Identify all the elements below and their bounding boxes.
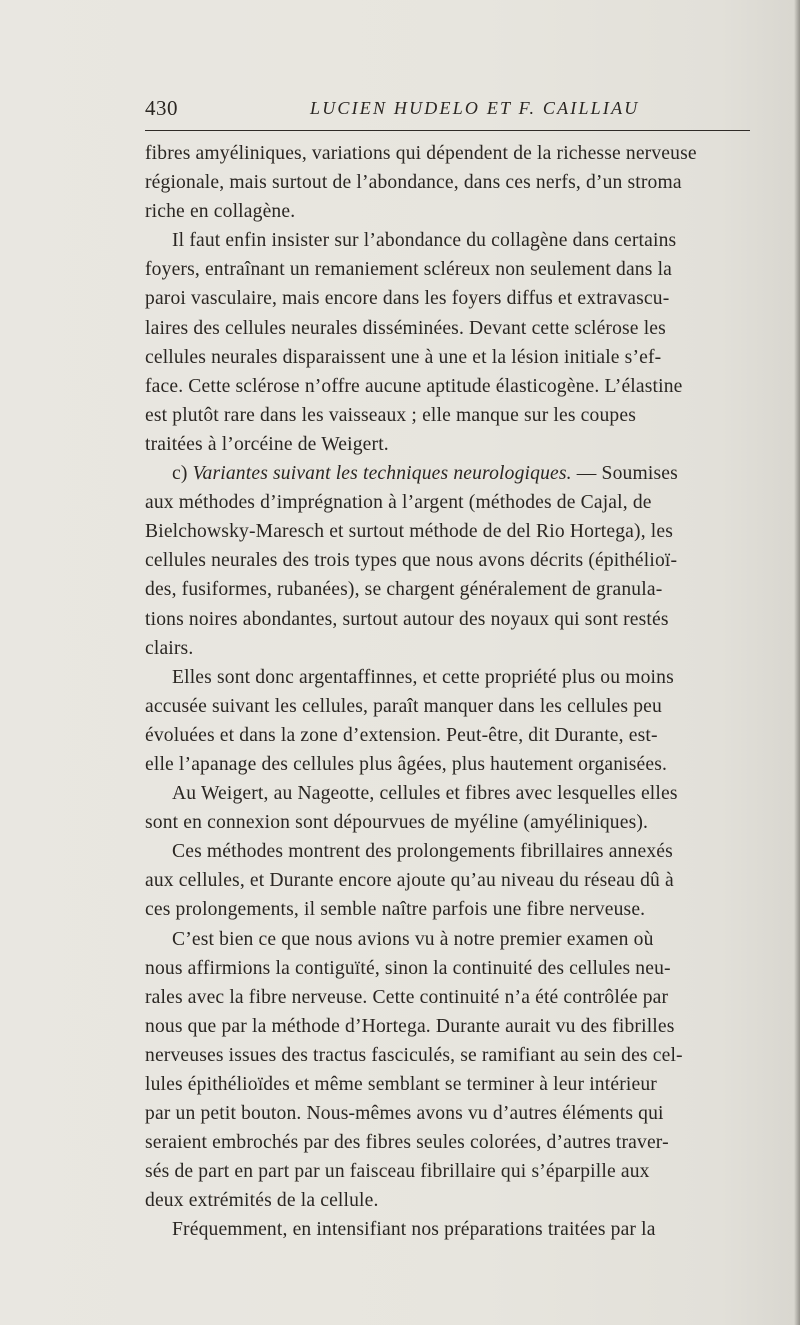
paragraph-start: Fréquemment, en intensifiant nos préparations traitées par la [172, 1219, 656, 1241]
text-line: nous affirmions la contiguïté, sinon la continuité des cellules neu- [145, 957, 671, 979]
running-title: LUCIEN HUDELO ET F. CAILLIAU [310, 98, 640, 118]
page-edge-shadow [794, 0, 800, 1325]
text-line: nerveuses issues des tractus fasciculés, se ramifiant au sein des cel- [145, 1044, 683, 1066]
text-line: accusée suivant les cellules, paraît manquer dans les cellules peu [145, 695, 662, 717]
text-line: cellules neurales disparaissent une à une et la lésion initiale s’ef- [145, 346, 662, 368]
text-line: lules épithélioïdes et même semblant se terminer à leur intérieur [145, 1074, 657, 1095]
page-header [145, 96, 750, 130]
text-line: évoluées et dans la zone d’extension. Peut-être, dit Durante, est- [145, 724, 658, 746]
text-line: tions noires abondantes, surtout autour des noyaux qui sont restés [145, 608, 669, 630]
text-line: sont en connexion sont dépourvues de myéline (amyéliniques). [145, 812, 649, 834]
text-line: régionale, mais surtout de l’abondance, dans ces nerfs, d’un stroma [145, 172, 682, 194]
text-line: foyers, entraînant un remaniement scléreux non seulement dans la [145, 259, 673, 281]
text-line: cellules neurales des trois types que nous avons décrits (épithélioï- [145, 550, 678, 572]
text-line: deux extrémités de la cellule. [145, 1190, 379, 1212]
page-number: 430 [145, 96, 178, 120]
section-c-heading-line [145, 459, 765, 488]
text-line: ces prolongements, il semble naître parfois une fibre nerveuse. [145, 899, 646, 921]
header-rule [145, 130, 750, 131]
text-line: paroi vasculaire, mais encore dans les foyers diffus et extravascu- [145, 288, 670, 310]
text-line: face. Cette sclérose n’offre aucune aptitude élasticogène. L’élastine [145, 375, 683, 397]
text-line: aux méthodes d’imprégnation à l’argent (méthodes de Cajal, de [145, 492, 652, 514]
text-line: est plutôt rare dans les vaisseaux ; elle manque sur les coupes [145, 404, 636, 426]
text-line: elle l’apanage des cellules plus âgées, plus hautement organisées. [145, 753, 668, 775]
text-line: sés de part en part par un faisceau fibrillaire qui s’éparpille aux [145, 1161, 650, 1183]
text-line: aux cellules, et Durante encore ajoute qu’au niveau du réseau dû à [145, 870, 674, 892]
section-c-label: c) [172, 463, 188, 485]
text-line: rales avec la fibre nerveuse. Cette continuité n’a été contrôlée par [145, 986, 669, 1008]
paragraph-start: Il faut enfin insister sur l’abondance du collagène dans certains [172, 230, 677, 252]
paragraph-start: Elles sont donc argentaffinnes, et cette propriété plus ou moins [172, 666, 674, 688]
text-line: Bielchowsky-Maresch et surtout méthode de del Rio Hortega), les [145, 521, 674, 543]
text-line: seraient embrochés par des fibres seules colorées, d’autres traver- [145, 1132, 669, 1154]
section-c-dash-text: — Soumises [571, 463, 678, 485]
text-line: nous que par la méthode d’Hortega. Durante aurait vu des fibrilles [145, 1015, 675, 1037]
text-line: des, fusiformes, rubanées), se chargent généralement de granula- [145, 579, 663, 601]
text-line: par un petit bouton. Nous-mêmes avons vu d’autres éléments qui [145, 1103, 664, 1125]
text-line: traitées à l’orcéine de Weigert. [145, 433, 389, 455]
text-line: fibres amyéliniques, variations qui dépendent de la richesse nerveuse [145, 143, 697, 164]
section-c-heading: Variantes suivant les techniques neurologiques. [192, 463, 572, 485]
paragraph-start: Au Weigert, au Nageotte, cellules et fibres avec lesquelles elles [172, 783, 678, 805]
text-line: riche en collagène. [145, 201, 296, 223]
paragraph-start: C’est bien ce que nous avions vu à notre premier examen où [172, 928, 654, 950]
body-text [145, 139, 765, 1245]
text-line: clairs. [145, 637, 194, 659]
paragraph-start: Ces méthodes montrent des prolongements fibrillaires annexés [172, 841, 673, 863]
text-line: laires des cellules neurales disséminées. Devant cette sclérose les [145, 317, 666, 339]
